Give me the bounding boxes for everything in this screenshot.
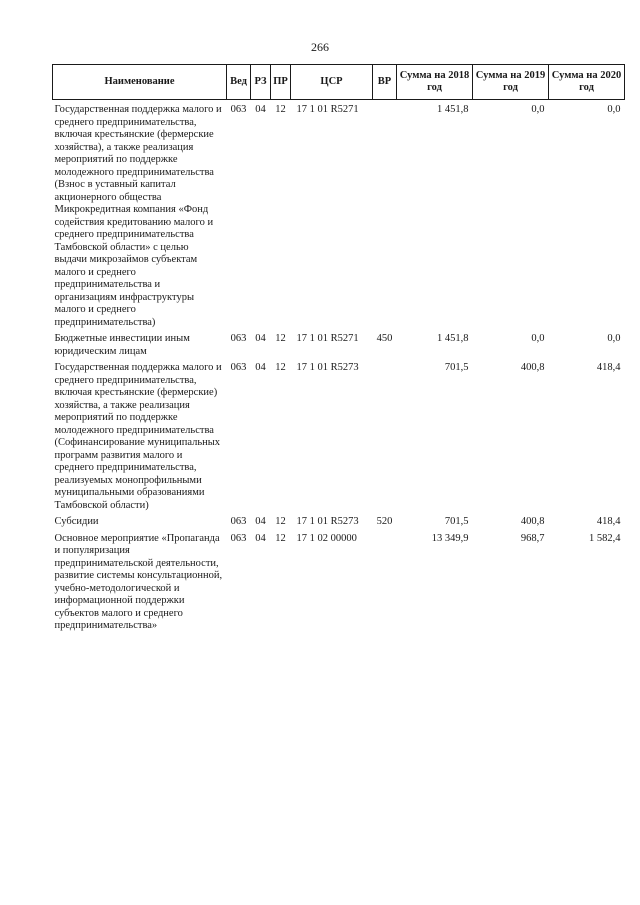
row-csr: 17 1 01 R5273 — [296, 362, 359, 373]
row-name: Основное мероприятие «Пропаганда и популяризация предпринимательской деятельности, развитие системы консультационной, учебно-методологической и информационной поддержки субъектов малого и среднего предпринимательства» — [54, 532, 223, 631]
row-name: Государственная поддержка малого и среднего предпринимательства, включая крестьянские (фермерские хозяйства), а также реализация мероприятий по поддержке молодежного предпринимательства (Взнос в уставный капитал акционерного общества Микрокредитная компания «Фонд содействия кредитованию малого и среднего предпринимательства Тамбовской области» с целью выдачи микрозаймов субъектам малого и среднего предпринимательства и организациям инфраструктуры малого и среднего предпринимательства) — [54, 104, 222, 328]
budget-table — [52, 64, 625, 633]
row-rz: 04 — [255, 362, 266, 373]
row-rz: 04 — [255, 104, 266, 115]
row-csr: 17 1 01 R5271 — [296, 333, 359, 344]
table-row — [53, 329, 625, 358]
table-row — [53, 100, 625, 330]
row-rz: 04 — [255, 516, 266, 527]
row-name: Бюджетные инвестиции иным юридическим лицам — [54, 333, 190, 357]
header-vr: ВР — [373, 65, 397, 100]
row-sum-2019: 0,0 — [531, 104, 545, 115]
row-ved: 063 — [230, 532, 247, 544]
row-pr: 12 — [275, 516, 286, 527]
row-sum-2019: 968,7 — [520, 532, 545, 544]
table-row — [53, 358, 625, 512]
row-sum-2018: 701,5 — [444, 516, 469, 527]
header-ved: Вед — [227, 65, 251, 100]
row-ved: 063 — [230, 516, 247, 527]
row-vr — [373, 529, 397, 633]
row-vr — [373, 358, 397, 512]
row-pr: 12 — [275, 333, 286, 344]
header-name: Наименование — [53, 65, 227, 100]
row-sum-2019: 0,0 — [531, 333, 545, 344]
row-pr: 12 — [275, 104, 286, 115]
row-vr: 450 — [376, 333, 393, 344]
header-rz: РЗ — [251, 65, 271, 100]
table-row — [53, 529, 625, 633]
table-row — [53, 512, 625, 529]
row-name: Субсидии — [54, 516, 99, 527]
row-csr: 17 1 01 R5273 — [296, 516, 359, 527]
header-sum-2020: Сумма на 2020 год — [549, 65, 625, 100]
row-csr: 17 1 01 R5271 — [296, 104, 359, 115]
row-ved: 063 — [230, 104, 247, 115]
row-sum-2018: 13 349,9 — [431, 532, 469, 544]
row-sum-2020: 418,4 — [596, 516, 621, 527]
row-name: Государственная поддержка малого и среднего предпринимательства, включая крестьянские (фермерские) хозяйства, а также реализация мероприятий по поддержке молодежного предпринимательства (Софинансирование муниципальных программ развития малого и среднего предпринимательства, реализуемых монопрофильными муниципальными образованиями Тамбовской области) — [54, 362, 222, 511]
row-pr: 12 — [275, 362, 286, 373]
row-ved: 063 — [230, 362, 247, 373]
header-pr: ПР — [271, 65, 291, 100]
page-number: 266 — [311, 40, 329, 54]
row-sum-2020: 418,4 — [596, 362, 621, 373]
row-sum-2020: 0,0 — [607, 104, 621, 115]
header-sum-2018: Сумма на 2018 год — [397, 65, 473, 100]
row-sum-2019: 400,8 — [520, 362, 545, 373]
row-sum-2018: 701,5 — [444, 362, 469, 373]
row-ved: 063 — [230, 333, 247, 344]
row-rz: 04 — [255, 333, 266, 344]
row-csr: 17 1 02 00000 — [296, 532, 357, 544]
header-csr: ЦСР — [291, 65, 373, 100]
row-sum-2018: 1 451,8 — [437, 333, 469, 344]
row-vr — [373, 100, 397, 330]
row-rz: 04 — [255, 532, 266, 544]
row-sum-2019: 400,8 — [520, 516, 545, 527]
row-vr: 520 — [376, 516, 393, 527]
row-pr: 12 — [275, 532, 286, 544]
row-sum-2018: 1 451,8 — [437, 104, 469, 115]
header-sum-2019: Сумма на 2019 год — [473, 65, 549, 100]
row-sum-2020: 1 582,4 — [589, 532, 621, 544]
table-header-row — [53, 65, 625, 100]
row-sum-2020: 0,0 — [607, 333, 621, 344]
